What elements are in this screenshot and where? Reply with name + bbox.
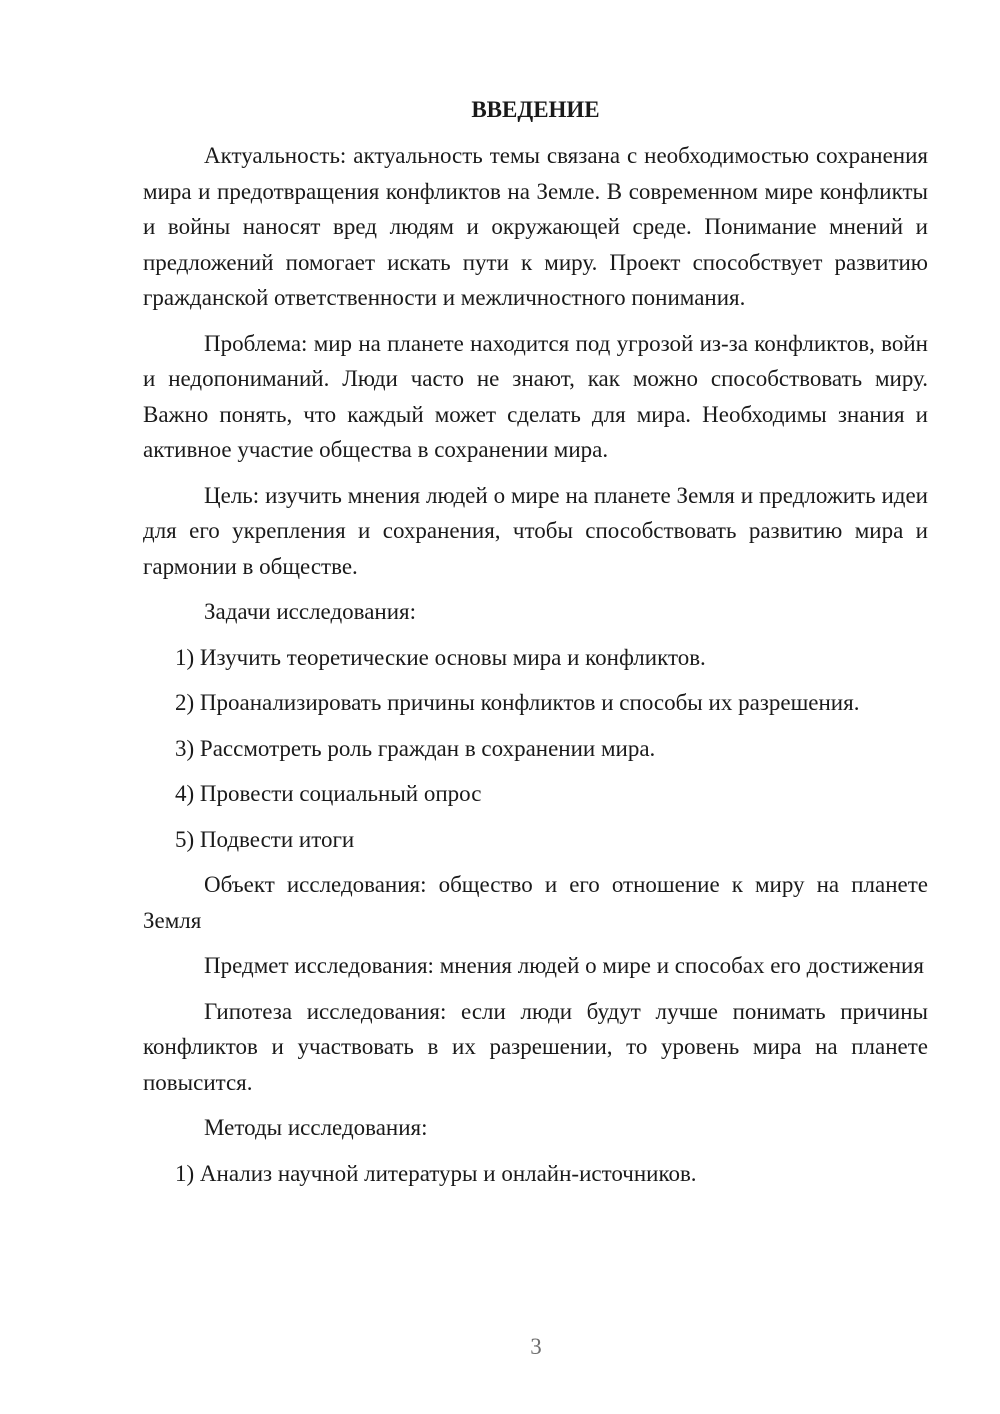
section-heading: ВВЕДЕНИЕ [471, 97, 600, 122]
paragraph-object: Объект исследования: общество и его отношение к миру на планете Земля [143, 872, 928, 933]
paragraph-problem: Проблема: мир на планете находится под угрозой из-за конфликтов, войн и недопониманий. Люди часто не знают, как можно способствовать миру. Важно понять, что каждый может сделать для мира. Необходимы знания и активное участие общества в сохранении мира. [143, 330, 928, 462]
tasks-label: Задачи исследования: [204, 599, 417, 624]
paragraph-hypothesis: Гипотеза исследования: если люди будут лучше понимать причины конфликтов и участвовать в их разрешении, то уровень мира на планете повысится. [143, 998, 928, 1095]
task-item: 2) Проанализировать причины конфликтов и способы их разрешения. [175, 690, 860, 715]
page-number: 3 [530, 1334, 542, 1359]
task-item: 1) Изучить теоретические основы мира и конфликтов. [175, 644, 706, 670]
task-item: 4) Провести социальный опрос [175, 781, 482, 806]
task-item: 3) Рассмотреть роль граждан в сохранении мира. [175, 735, 656, 761]
task-item: 5) Подвести итоги [175, 826, 355, 852]
paragraph-subject: Предмет исследования: мнения людей о мире и способах его достижения [204, 953, 924, 978]
method-item: 1) Анализ научной литературы и онлайн-источников. [175, 1160, 697, 1186]
methods-label: Методы исследования: [204, 1115, 428, 1140]
paragraph-relevance: Актуальность: актуальность темы связана с необходимостью сохранения мира и предотвращения конфликтов на Земле. В современном мире конфликты и войны наносят вред людям и окружающей среде. Понимание мнений и предложений помогает искать пути к миру. Проект способствует развитию гражданской ответственности и межличностного понимания. [143, 143, 928, 310]
paragraph-goal: Цель: изучить мнения людей о мире на планете Земля и предложить идеи для его укрепления и сохранения, чтобы способствовать развитию мира и гармонии в обществе. [143, 482, 928, 579]
page-content [143, 92, 928, 1201]
